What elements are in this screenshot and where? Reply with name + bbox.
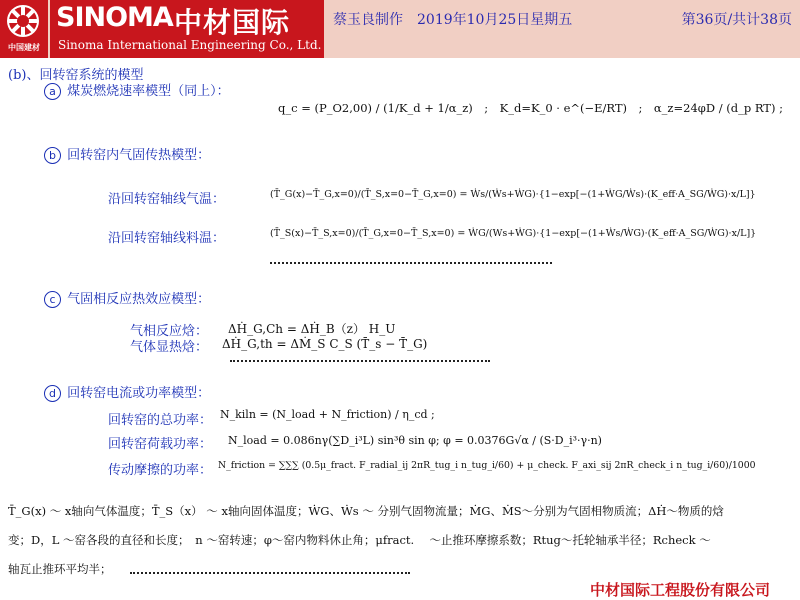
brand-banner — [50, 0, 324, 58]
brand-subtitle: Sinoma International Engineering Co., Ltd. — [58, 38, 322, 52]
circled-d-icon: d — [44, 385, 61, 402]
author-date: 蔡玉良制作 2019年10月25日星期五 — [333, 12, 573, 28]
page-number: 第36页/共计38页 — [681, 12, 792, 28]
dotted-divider — [270, 262, 552, 264]
load-power-equation: N_load = 0.086nγ(∑D_i³L) sin³θ sin φ; φ = 0.0376G√α / (S·D_i³·γ·n) — [228, 434, 602, 447]
subsection-d-label: 回转窑电流或功率模型： — [67, 386, 211, 401]
subsection-c-label: 气固相反应热效应模型： — [67, 292, 211, 307]
total-power-label: 回转窑的总功率： — [108, 413, 213, 428]
brand-name-cn: 中材国际 — [174, 6, 291, 39]
legend-line: 轴瓦止推环平均半； — [8, 562, 112, 576]
friction-power-label: 传动摩擦的功率： — [108, 463, 213, 478]
brand-name-en: SINOMA — [56, 2, 173, 33]
total-power-equation: N_kiln = (N_load + N_friction) / η_cd ; — [220, 408, 435, 421]
header-bar — [0, 0, 800, 58]
material-temp-label: 沿回转窑轴线料温： — [108, 231, 226, 246]
material-temp-equation: (T̄_S(x)−T̄_S,x=0)/(T̄_G,x=0−T̄_S,x=0) = ẆG/(Ws+ẆG)·{1−exp[−(1+Ẇs/ẆG)·(K_eff·A_SG/ẆG)·x/L]} — [270, 228, 757, 239]
gas-temp-equation: (T̄_G(x)−T̄_G,x=0)/(T̄_S,x=0−T̄_G,x=0) = Ẇs/(Ẇs+ẆG)·{1−exp[−(1+ẆG/Ẇs)·(K_eff·A_SG/ẆG)·x/L]} — [270, 189, 756, 200]
circled-a-icon: a — [44, 83, 61, 100]
combustion-equation: q_c = (P_O2,00) / (1/K_d + 1/α_z) ; K_d=K_0 · e^(−E/RT) ; α_z=24φD / (d_p RT) ; — [278, 101, 783, 115]
subsection-b — [44, 144, 210, 164]
dotted-divider — [130, 572, 410, 574]
circled-c-icon: c — [44, 291, 61, 308]
gas-temp-label: 沿回转窑轴线气温： — [108, 192, 226, 207]
footer-company: 中材国际工程股份有限公司 — [589, 581, 770, 599]
logo-caption: 中国建材 — [8, 43, 40, 52]
cnbm-logo — [0, 0, 48, 58]
sensible-heat-label: 气体显热焓： — [130, 340, 209, 355]
dotted-divider — [230, 360, 490, 362]
subsection-c — [44, 288, 210, 308]
cnbm-logo-icon — [6, 4, 40, 38]
sensible-heat-equation: ΔḢ_G,th = ΔṀ_S C_S (T̄_s − T̄_G) — [222, 337, 428, 351]
reaction-enthalpy-label: 气相反应焓： — [130, 324, 209, 339]
subsection-b-label: 回转窑内气固传热模型： — [67, 148, 211, 163]
load-power-label: 回转窑荷载功率： — [108, 437, 213, 452]
subsection-a-label: 煤炭燃烧速率模型（同上）： — [67, 84, 230, 99]
legend-line: T̄_G(x) ～ x轴向气体温度；T̄_S（x） ～ x轴向固体温度；ẆG、Ẇs ～ 分别气固物流量；ṀG、ṀS～分别为气固相物质流；ΔḢ～物质的焓 — [8, 504, 724, 518]
legend-line: 变；D，L ～窑各段的直径和长度； n ～窑转速；φ～窑内物料休止角；μfract. ～止推环摩擦系数；Rtug～托轮轴承半径；Rcheck ～ — [8, 533, 711, 547]
circled-b-icon: b — [44, 147, 61, 164]
subsection-a — [44, 80, 230, 100]
reaction-enthalpy-equation: ΔḢ_G,Ch = ΔḢ_B（z） H_U — [228, 322, 396, 336]
friction-power-equation: N_friction = ∑∑∑ (0.5μ_fract. F_radial_ij 2πR_tug_i n_tug_i/60) + μ_check. F_axi_sij 2πR_check_i n_tug_i/60)/1000 — [218, 460, 756, 471]
section-title: (b)、回转窑系统的模型 — [8, 68, 144, 83]
variable-legend — [8, 497, 792, 584]
subsection-d — [44, 382, 210, 402]
